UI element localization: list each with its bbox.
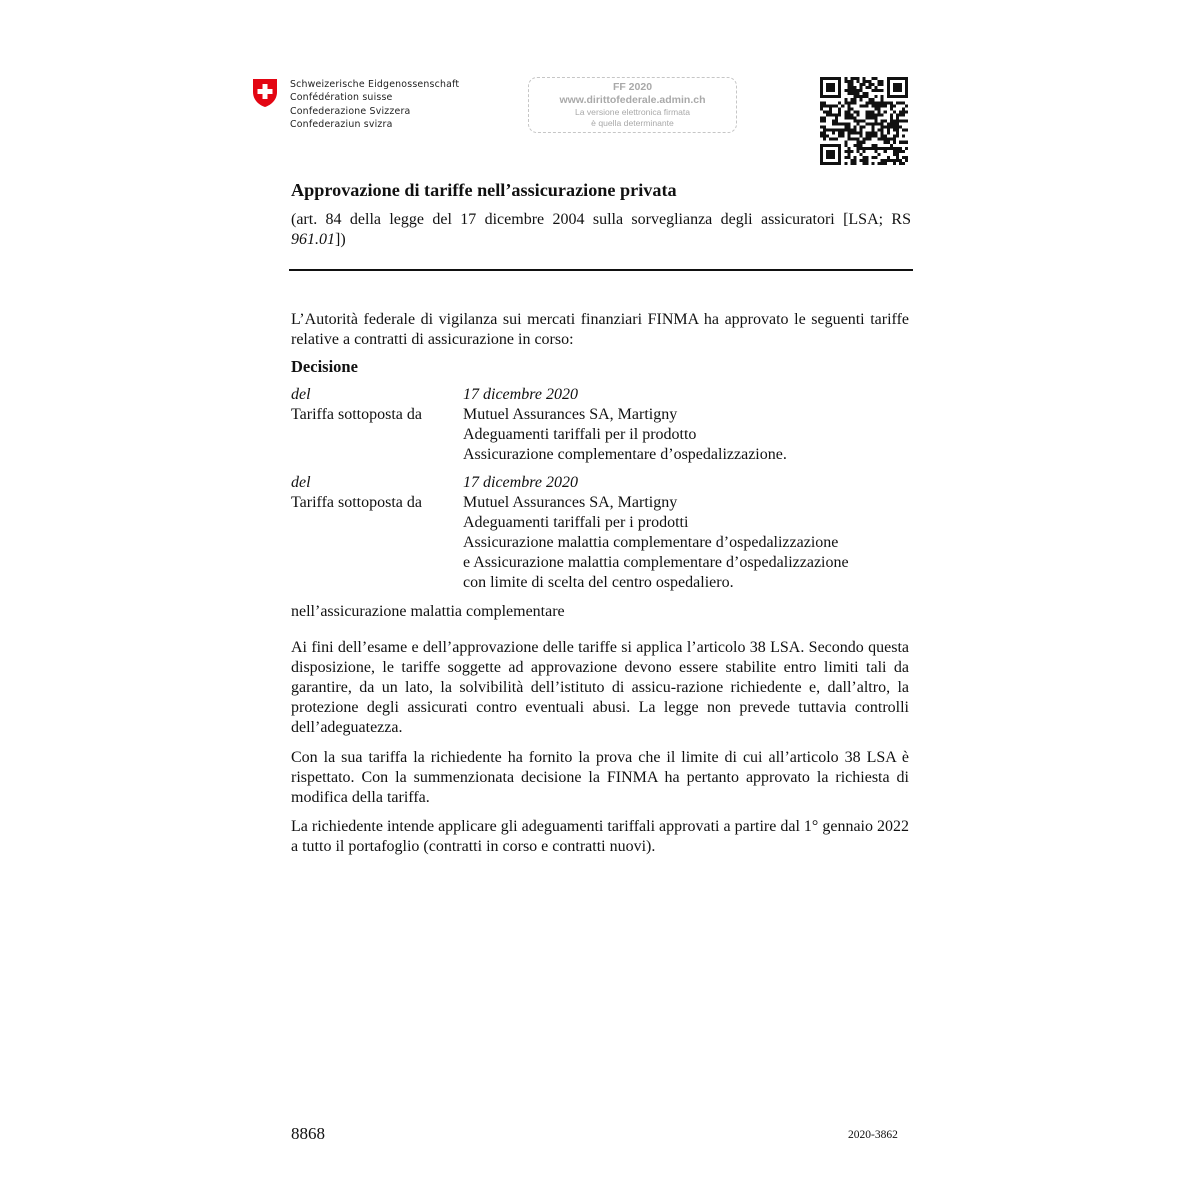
confederation-names [290, 78, 459, 132]
stamp-url[interactable]: www.dirittofederale.admin.ch [559, 94, 706, 106]
confederation-line: Confederazione Svizzera [290, 105, 411, 117]
decision-submitted-label: Tariffa sottoposta da [291, 494, 422, 511]
intro-paragraph: L’Autorità federale di vigilanza sui mercati finanziari FINMA ha approvato le seguenti tariffe relative a contratti di assicurazione in corso: [291, 311, 909, 348]
page-number: 8868 [291, 1124, 325, 1143]
body-paragraph: La richiedente intende applicare gli adeguamenti tariffali approvati a partire dal 1° gennaio 2022 a tutto il portafoglio (contratti in corso e contratti nuovi). [291, 818, 909, 855]
decision-line: Assicurazione malattia complementare d’ospedalizzazione [463, 534, 839, 551]
subtitle-text: (art. 84 della legge del 17 dicembre 2004 sulla sorveglianza degli assicuratori [LSA; RS [291, 211, 911, 228]
stamp-line: è quella determinante [591, 118, 674, 128]
document-subtitle [291, 210, 911, 250]
scope-line: nell’assicurazione malattia complementare [291, 603, 565, 620]
confederation-line: Confédération suisse [290, 92, 393, 104]
decision-line: Mutuel Assurances SA, Martigny [463, 494, 678, 511]
confederation-line: Schweizerische Eidgenossenschaft [290, 79, 460, 90]
body-paragraph: Ai fini dell’esame e dell’approvazione delle tariffe si applica l’articolo 38 LSA. Secondo questa disposizione, le tariffe soggette ad approvazione devono essere stabilite entro limiti tali da garantire, da un lato, la solvibilità dell’istituto di assicu-razione richiedente e, dall’altro, la protezione degli assicurati contro eventuali abusi. La legge non prevede tuttavia controlli dell’adeguatezza. [291, 639, 909, 736]
decision-line: e Assicurazione malattia complementare d’ospedalizzazione [463, 554, 849, 571]
swiss-crest-icon [252, 78, 278, 108]
decision-del-label: del [291, 474, 311, 491]
decision-heading: Decisione [291, 357, 358, 376]
official-publication-stamp [528, 77, 737, 133]
qr-code-icon [820, 77, 908, 165]
confederation-line: Confederaziun svizra [290, 119, 393, 131]
title-divider [289, 269, 913, 271]
decision-date: 17 dicembre 2020 [463, 386, 578, 403]
decision-line: Adeguamenti tariffali per i prodotti [463, 514, 689, 531]
decision-line: Mutuel Assurances SA, Martigny [463, 406, 678, 423]
decision-line: Assicurazione complementare d’ospedalizzazione. [463, 446, 787, 463]
decision-line: Adeguamenti tariffali per il prodotto [463, 426, 697, 443]
document-title: Approvazione di tariffe nell’assicurazione privata [291, 180, 677, 200]
decision-line: con limite di scelta del centro ospedaliero. [463, 574, 734, 591]
document-id: 2020-3862 [848, 1129, 898, 1141]
decision-date: 17 dicembre 2020 [463, 474, 578, 491]
subtitle-text: ]) [335, 231, 346, 248]
decision-del-label: del [291, 386, 311, 403]
decision-submitted-label: Tariffa sottoposta da [291, 406, 422, 423]
stamp-line: FF 2020 [612, 81, 653, 93]
body-paragraph: Con la sua tariffa la richiedente ha fornito la prova che il limite di cui all’articolo 38 LSA è rispettato. Con la summenzionata decisione la FINMA ha pertanto approvato la richiesta di modifica della tariffa. [291, 749, 909, 806]
subtitle-reference: 961.01 [291, 231, 335, 248]
stamp-line: La versione elettronica firmata [574, 107, 691, 117]
